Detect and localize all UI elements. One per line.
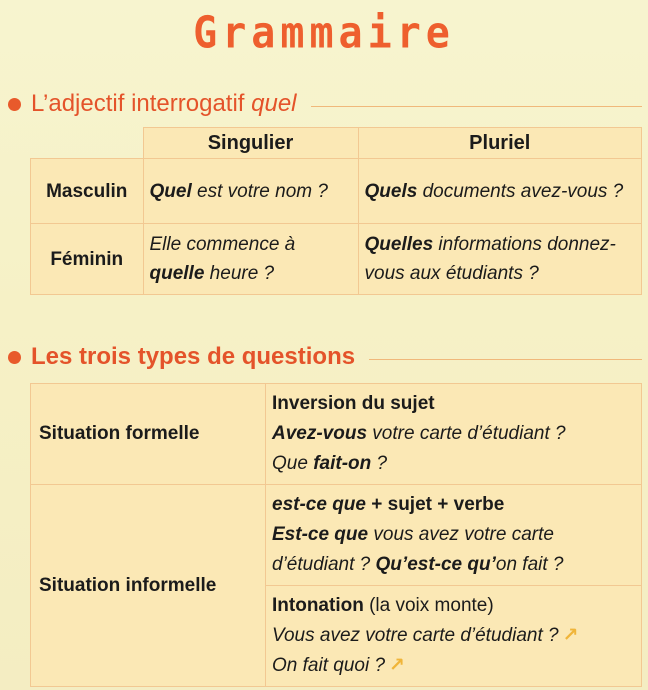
cell-est-ce-que (266, 485, 642, 586)
table-corner-cell (31, 128, 144, 159)
est-ce-que-title: est-ce que + sujet + verbe (272, 494, 505, 515)
cell-masculin-pluriel: Quels documents avez-vous ? (358, 159, 642, 224)
page-title: Grammaire (193, 7, 455, 59)
question-types-table (30, 383, 642, 687)
heading-rule (369, 359, 642, 360)
column-header-singulier: Singulier (143, 128, 358, 159)
formelle-example-2: Que fait-on ? (272, 453, 388, 474)
formelle-title: Inversion du sujet (272, 393, 435, 414)
rising-arrow-icon: ↗ (562, 625, 579, 646)
intonation-example-1: Vous avez votre carte d’étudiant ? ↗ (272, 625, 579, 646)
table-row (31, 384, 642, 485)
bullet-icon (8, 351, 21, 364)
row-header-feminin: Féminin (31, 224, 144, 295)
intonation-example-2: On fait quoi ? ↗ (272, 655, 405, 676)
table-row (31, 224, 642, 295)
section-heading-quel (8, 90, 642, 118)
row-header-formelle: Situation formelle (31, 384, 266, 485)
section-heading-text: L’adjectif interrogatif quel (31, 90, 297, 117)
bullet-icon (8, 98, 21, 111)
cell-feminin-singulier: Elle commence à quelle heure ? (143, 224, 358, 295)
formelle-example-1: Avez-vous votre carte d’étudiant ? (272, 423, 566, 444)
table-row (31, 159, 642, 224)
section-heading-types (8, 343, 642, 371)
est-ce-que-examples: Est-ce que vous avez votre carte d’étudiant ? Qu’est-ce qu’on fait ? (272, 524, 564, 575)
section-heading-text: Les trois types de questions (31, 343, 356, 370)
rising-arrow-icon: ↗ (389, 655, 405, 676)
heading-rule (311, 106, 642, 107)
cell-formelle (266, 384, 642, 485)
cell-feminin-pluriel: Quelles informations donnez-vous aux étudiants ? (358, 224, 642, 295)
cell-masculin-singulier: Quel est votre nom ? (143, 159, 358, 224)
heading-italic-word: quel (251, 90, 297, 117)
quel-table (30, 127, 642, 295)
column-header-pluriel: Pluriel (358, 128, 642, 159)
cell-intonation (266, 586, 642, 687)
intonation-title: Intonation (la voix monte) (272, 595, 494, 616)
row-header-masculin: Masculin (31, 159, 144, 224)
table-row (31, 485, 642, 586)
row-header-informelle: Situation informelle (31, 485, 266, 687)
